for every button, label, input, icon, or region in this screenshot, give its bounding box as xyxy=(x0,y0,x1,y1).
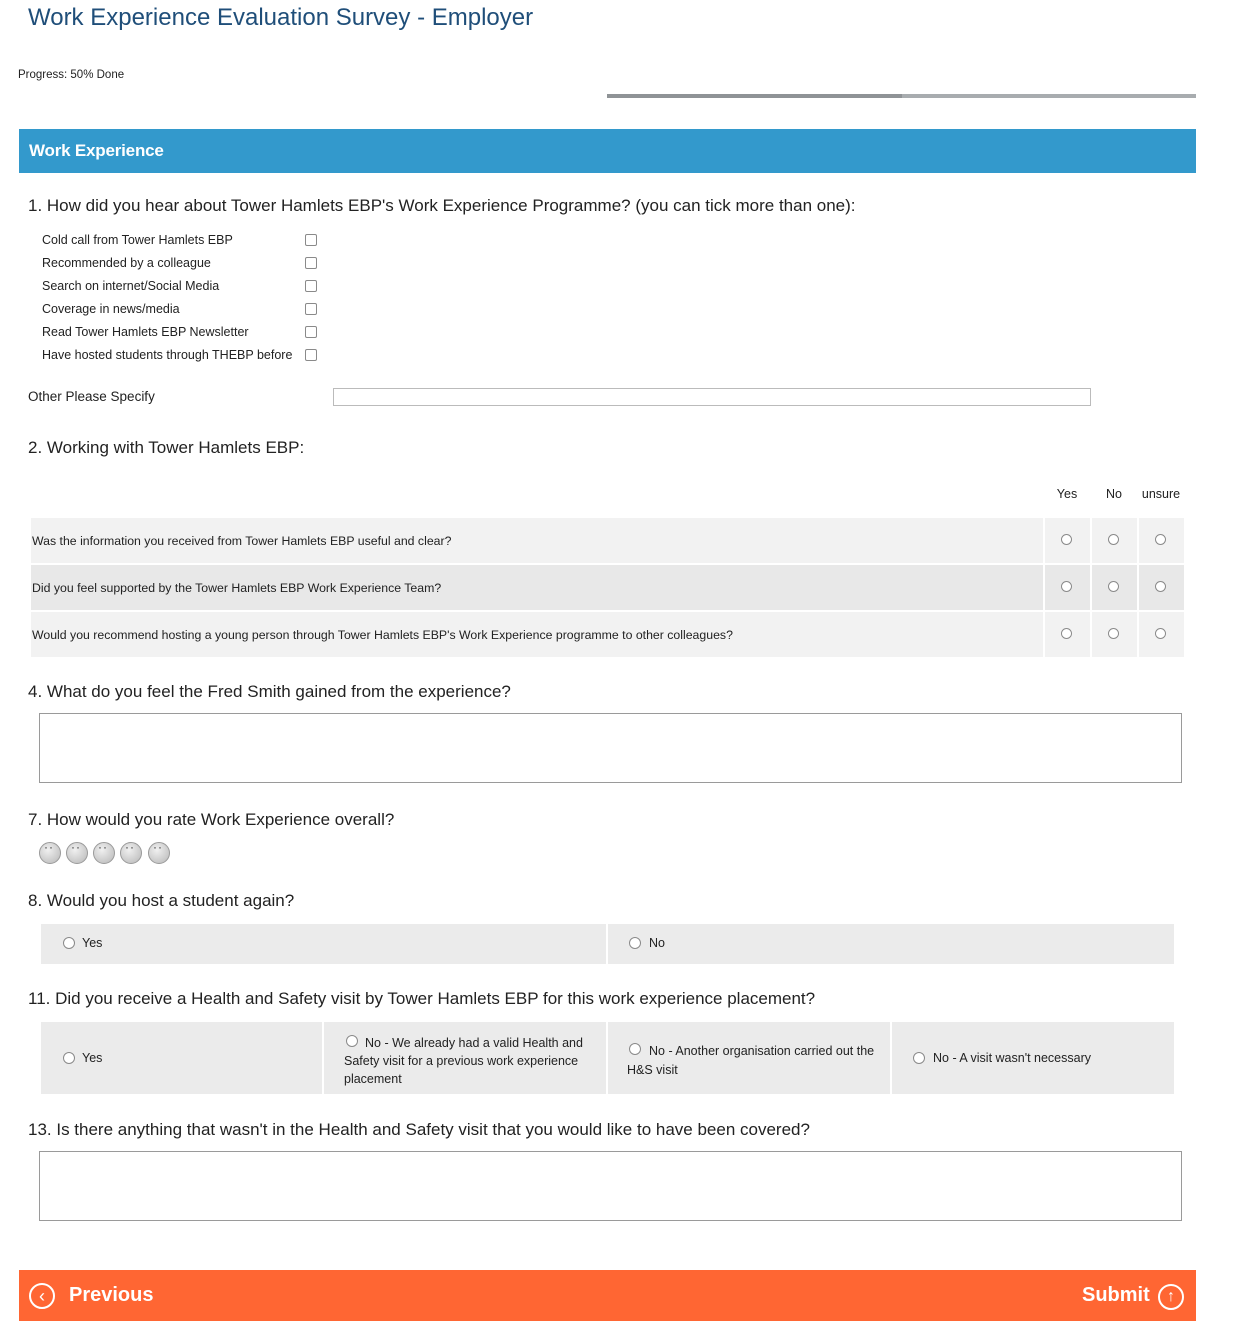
radio-no[interactable] xyxy=(1108,581,1119,592)
option-label: Cold call from Tower Hamlets EBP xyxy=(42,233,233,247)
progress-bar xyxy=(607,94,1196,98)
option-label: Search on internet/Social Media xyxy=(42,279,220,293)
column-header-no: No xyxy=(1106,487,1122,501)
option-label: No xyxy=(649,936,665,950)
option-checkbox[interactable] xyxy=(305,303,317,315)
radio-yes[interactable] xyxy=(1061,581,1072,592)
column-header-unsure: unsure xyxy=(1141,487,1181,501)
question-13: 13. Is there anything that wasn't in the Health and Safety visit that you would like to have been covered? xyxy=(28,1120,810,1139)
option-label: Recommended by a colleague xyxy=(42,256,211,270)
matrix-row-label: Would you recommend hosting a young person through Tower Hamlets EBP's Work Experience programme to other colleagues? xyxy=(32,628,733,642)
radio-yes[interactable] xyxy=(1061,534,1072,545)
previous-button[interactable] xyxy=(29,1282,154,1310)
q13-textarea[interactable] xyxy=(39,1151,1182,1221)
footer-nav-bar xyxy=(19,1270,1196,1321)
matrix-row-label: Did you feel supported by the Tower Hamlets EBP Work Experience Team? xyxy=(32,581,442,595)
page-title: Work Experience Evaluation Survey - Employer xyxy=(28,4,534,31)
radio-yes[interactable] xyxy=(63,937,75,949)
radio-unsure[interactable] xyxy=(1155,628,1166,639)
rating-face-5-icon[interactable] xyxy=(148,842,170,864)
matrix-row xyxy=(31,565,1043,610)
option-checkbox[interactable] xyxy=(305,280,317,292)
question-7: 7. How would you rate Work Experience overall? xyxy=(28,810,395,829)
chevron-left-icon: ‹ xyxy=(29,1283,55,1309)
option-checkbox[interactable] xyxy=(305,326,317,338)
question-4: 4. What do you feel the Fred Smith gained from the experience? xyxy=(28,682,511,701)
option-checkbox[interactable] xyxy=(305,349,317,361)
option-checkbox[interactable] xyxy=(305,257,317,269)
option-label: Coverage in news/media xyxy=(42,302,180,316)
previous-label: Previous xyxy=(69,1284,154,1306)
option-no[interactable] xyxy=(608,924,1174,964)
option-checkbox[interactable] xyxy=(305,234,317,246)
matrix-row xyxy=(31,612,1043,657)
radio-no[interactable] xyxy=(629,937,641,949)
option-label: No - Another organisation carried out the H&S visit xyxy=(627,1044,875,1077)
radio-unsure[interactable] xyxy=(1155,534,1166,545)
other-specify-label: Other Please Specify xyxy=(28,389,155,404)
column-header-yes: Yes xyxy=(1056,487,1078,501)
option-label: Have hosted students through THEBP before xyxy=(42,348,293,362)
arrow-up-icon: ↑ xyxy=(1158,1284,1184,1310)
radio-hs-not-necessary[interactable] xyxy=(913,1052,925,1064)
option-label: Yes xyxy=(82,936,103,950)
option-label: No - We already had a valid Health and Safety visit for a previous work experience placement xyxy=(344,1036,583,1086)
progress-fill xyxy=(607,94,902,98)
option-label: No - A visit wasn't necessary xyxy=(933,1051,1092,1065)
radio-no[interactable] xyxy=(1108,534,1119,545)
section-header xyxy=(19,129,1196,173)
rating-face-1-icon[interactable] xyxy=(39,842,61,864)
radio-yes[interactable] xyxy=(1061,628,1072,639)
question-11: 11. Did you receive a Health and Safety visit by Tower Hamlets EBP for this work experience placement? xyxy=(28,989,816,1008)
question-2: 2. Working with Tower Hamlets EBP: xyxy=(28,438,305,457)
rating-face-3-icon[interactable] xyxy=(93,842,115,864)
matrix-row xyxy=(31,518,1043,563)
submit-button[interactable] xyxy=(1080,1282,1190,1310)
section-title: Work Experience xyxy=(29,141,164,160)
option-label: Yes xyxy=(82,1051,103,1065)
q4-textarea[interactable] xyxy=(39,713,1182,783)
rating-face-4-icon[interactable] xyxy=(120,842,142,864)
matrix-row-label: Was the information you received from Tower Hamlets EBP useful and clear? xyxy=(32,534,452,548)
progress-label: Progress: 50% Done xyxy=(18,69,125,81)
option-label: Read Tower Hamlets EBP Newsletter xyxy=(42,325,249,339)
rating-face-2-icon[interactable] xyxy=(66,842,88,864)
radio-hs-yes[interactable] xyxy=(63,1052,75,1064)
option-yes[interactable] xyxy=(41,924,606,964)
other-specify-input[interactable] xyxy=(333,388,1091,406)
radio-unsure[interactable] xyxy=(1155,581,1166,592)
submit-label: Submit xyxy=(1082,1284,1150,1306)
question-8: 8. Would you host a student again? xyxy=(28,891,295,910)
question-1: 1. How did you hear about Tower Hamlets EBP's Work Experience Programme? (you can tick more than one): xyxy=(28,196,856,215)
radio-no[interactable] xyxy=(1108,628,1119,639)
